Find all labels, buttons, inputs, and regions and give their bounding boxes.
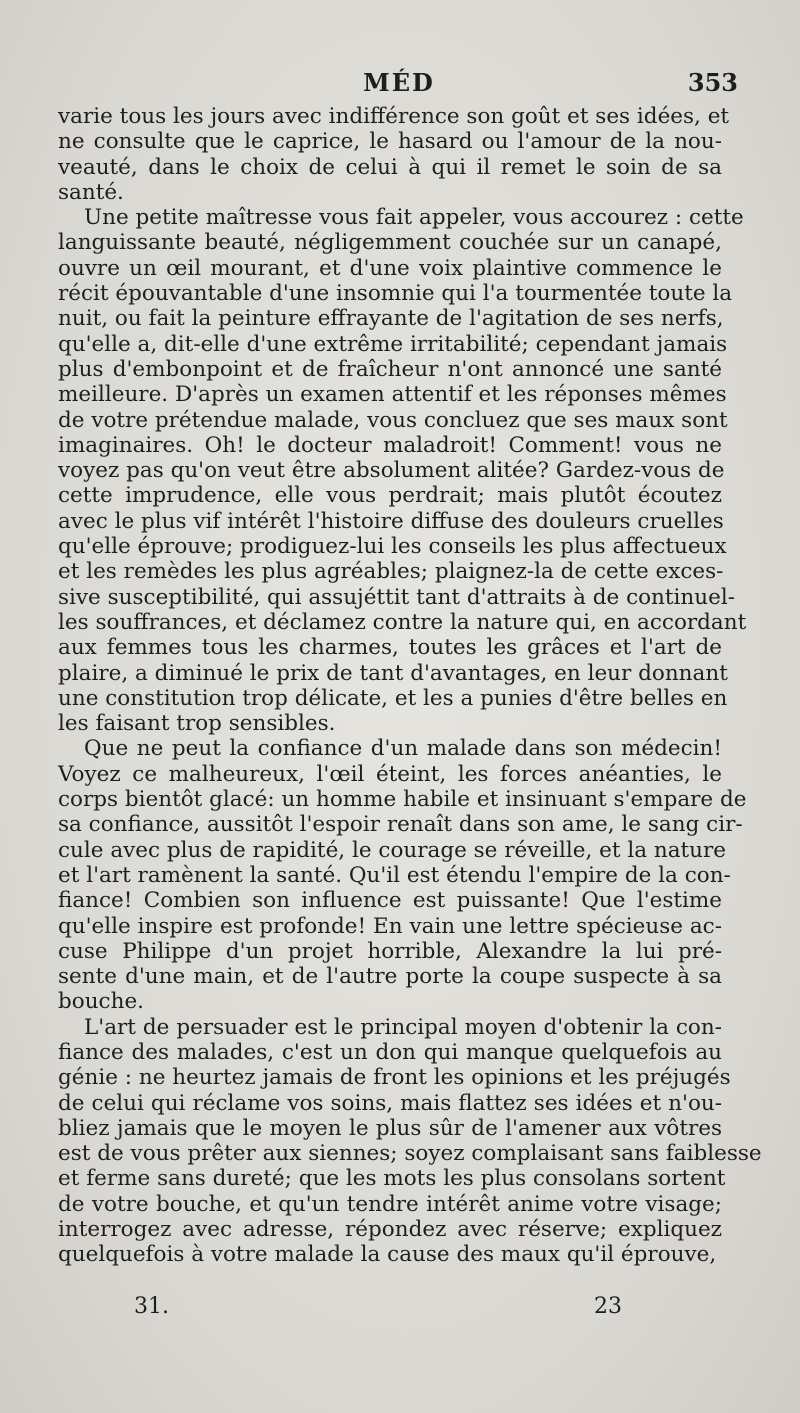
text-line: cuse Philippe d'un projet horrible, Alexandre la lui pré- — [58, 938, 722, 964]
text-line: santé. — [58, 179, 124, 205]
text-line: plaire, a diminué le prix de tant d'avantages, en leur donnant — [58, 660, 728, 686]
text-line: et ferme sans dureté; que les mots les plus consolans sortent — [58, 1166, 726, 1192]
page-footer — [0, 1294, 800, 1324]
text-line: sive susceptibilité, qui assujéttit tant d'attraits à de continuel- — [58, 584, 735, 610]
text-line: ouvre un œil mourant, et d'une voix plaintive commence le — [58, 255, 722, 281]
text-line: L'art de persuader est le principal moyen d'obtenir la con- — [84, 1014, 722, 1040]
text-line: une constitution trop délicate, et les a punies d'être belles en — [58, 685, 728, 711]
text-line: avec le plus vif intérêt l'histoire diffuse des douleurs cruelles — [58, 508, 724, 534]
text-line: cule avec plus de rapidité, le courage se réveille, et la nature — [58, 837, 727, 863]
text-line: génie : ne heurtez jamais de front les opinions et les préjugés — [58, 1065, 731, 1091]
text-line: imaginaires. Oh! le docteur maladroit! Comment! vous ne — [58, 432, 722, 458]
running-header — [60, 68, 738, 102]
sheet-number: 23 — [594, 1294, 622, 1319]
text-line: de votre prétendue malade, vous concluez que ses maux sont — [58, 407, 728, 433]
text-line: fiance! Combien son influence est puissante! Que l'estime — [58, 888, 722, 914]
text-line: et l'art ramènent la santé. Qu'il est étendu l'empire de la con- — [58, 862, 731, 888]
page-number: 353 — [687, 68, 738, 97]
text-line: cette imprudence, elle vous perdrait; mais plutôt écoutez — [58, 483, 722, 509]
text-line: de celui qui réclame vos soins, mais flattez ses idées et n'ou- — [58, 1090, 722, 1116]
text-line: qu'elle inspire est profonde! En vain une lettre spécieuse ac- — [58, 913, 722, 939]
text-line: bliez jamais que le moyen le plus sûr de l'amener aux vôtres — [58, 1115, 722, 1141]
text-line: de votre bouche, et qu'un tendre intérêt anime votre visage; — [58, 1191, 722, 1217]
text-line: et les remèdes les plus agréables; plaignez-la de cette exces- — [58, 559, 724, 585]
text-line: Que ne peut la confiance d'un malade dans son médecin! — [84, 736, 722, 762]
running-title: MÉD — [363, 68, 435, 97]
text-line: aux femmes tous les charmes, toutes les grâces et l'art de — [58, 635, 722, 661]
body-text — [58, 104, 762, 1268]
text-line: plus d'embonpoint et de fraîcheur n'ont annoncé une santé — [58, 356, 722, 382]
text-line: ne consulte que le caprice, le hasard ou l'amour de la nou- — [58, 129, 722, 155]
text-line: les faisant trop sensibles. — [58, 711, 336, 737]
text-line: nuit, ou fait la peinture effrayante de l'agitation de ses nerfs, — [58, 306, 724, 332]
text-line: Une petite maîtresse vous fait appeler, vous accourez : cette — [84, 205, 744, 231]
text-line: les souffrances, et déclamez contre la nature qui, en accordant — [58, 609, 747, 635]
text-line: sente d'une main, et de l'autre porte la coupe suspecte à sa — [58, 964, 722, 990]
text-line: voyez pas qu'on veut être absolument alitée? Gardez-vous de — [58, 458, 725, 484]
text-line: varie tous les jours avec indifférence son goût et ses idées, et — [58, 104, 730, 129]
text-line: interrogez avec adresse, répondez avec réserve; expliquez — [58, 1217, 722, 1243]
text-line: est de vous prêter aux siennes; soyez complaisant sans faiblesse — [58, 1141, 762, 1167]
text-line: languissante beauté, négligemment couchée sur un canapé, — [58, 230, 722, 256]
text-line: récit épouvantable d'une insomnie qui l'a tourmentée toute la — [58, 281, 733, 307]
text-line: veauté, dans le choix de celui à qui il remet le soin de sa — [58, 154, 722, 180]
text-line: meilleure. D'après un examen attentif et les réponses mêmes — [58, 382, 727, 408]
text-line: quelquefois à votre malade la cause des maux qu'il éprouve, — [58, 1242, 717, 1268]
text-line: bouche. — [58, 989, 144, 1015]
text-line: qu'elle a, dit-elle d'une extrême irritabilité; cependant jamais — [58, 331, 728, 357]
text-line: Voyez ce malheureux, l'œil éteint, les forces anéanties, le — [58, 761, 722, 787]
text-line: fiance des malades, c'est un don qui manque quelquefois au — [58, 1039, 722, 1065]
text-line: sa confiance, aussitôt l'espoir renaît dans son ame, le sang cir- — [58, 812, 743, 838]
signature-mark: 31. — [134, 1294, 169, 1319]
text-line: qu'elle éprouve; prodiguez-lui les conseils les plus affectueux — [58, 534, 727, 560]
text-line: corps bientôt glacé: un homme habile et insinuant s'empare de — [58, 787, 747, 813]
